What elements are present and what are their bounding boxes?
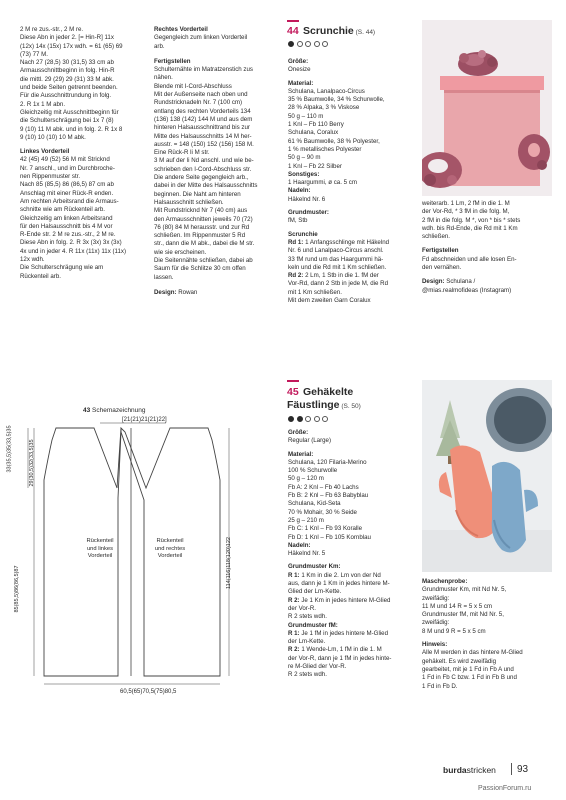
row-text: 1 Wende-Lm, 1 fM in die 1. M der Vor-R, dann je 1 fM in jedes hinte- re M-Glied der Vor-R. R 2 stets wdh. [288, 646, 392, 679]
section-heading: Nadeln: [288, 187, 311, 195]
col1-line: Diese Abn in folg. 2. R 3x (3x) 3x (3x) [20, 239, 122, 247]
note-value: Alle M werden in das hintere M-Glied gehäkelt. Es wird zweifädig gearbeitet, mit je 1 Fd in Fb A und 1 Fd in Fb C bzw. 1 Fd in Fb B und 1 Fd in Fb D. [422, 649, 523, 690]
page-number: 93 [517, 764, 529, 775]
title-text: Scrunchie [303, 25, 354, 37]
footer-divider [511, 763, 512, 775]
schema-number: 43 [83, 407, 91, 414]
size-value: Regular (Large) [288, 437, 332, 445]
scrunchie-photo [422, 20, 552, 196]
section-heading: Hinweis: [422, 641, 448, 649]
design-value: Rowan [176, 288, 198, 296]
col1-line: Die Schulterschrägung wie am [20, 264, 104, 272]
difficulty-dot [314, 41, 320, 47]
col4-paragraph: weiterarb. 1 Lm, 2 fM in die 1. M der Vor-Rd, * 3 fM in die folg. M, 2 fM in die folg. M *, von * bis * stets wdh. bis Rd-Ende, die Rd mit 1 Km schließen. [422, 200, 521, 241]
row-label: R 2: [288, 596, 300, 604]
brand-rest: stricken [466, 765, 496, 775]
col1-line: 9 (10) 10 (10) 10 M abk. [20, 133, 86, 141]
page-ref: (S. 44) [353, 29, 376, 36]
col2-paragraph: Schulternähte im Matratzenstich zus nähen. Blende mit I-Cord-Abschluss Mit der Außenseite nach oben und Rundstricknadeln Nr. 7 (100 cm) entlang des rechten Vorderteils 134 (136) 138 (142) 144 M und aus dem hinteren Halsausschnittrand bis zur Mitte des Halsausschnitts 14 M her- ausstr. = 148 (150) 152 (156) 158 M. Eine Rück-R li M str. 3 M auf der li Nd anschl. und wie be- schrieben den I-Cord-Abschluss str. Die andere Seite gegengleich arb., dabei in der Mitte des Halsausschnitts beginnen. Die Naht am hinteren Halsausschnitt schließen. Mit Rundstricknd Nr 7 (40 cm) aus den Armausschnitten jeweils 70 (72) 76 (80) 84 M herausstr. und zur Rd schließen. Im Rippenmuster 5 Rd str., dann die M abk., dabei die M str. wie sie erscheinen. Die Seitennähte schließen, dabei ab Saum für die Schlitze 30 cm offen lassen. [154, 66, 258, 281]
difficulty-dot [314, 416, 320, 422]
section-heading: Größe: [288, 429, 309, 436]
col1-line: Anschlag mit einer Rück-R enden. [20, 189, 114, 197]
gauge-value: Grundmuster Km, mit Nd Nr. 5, zweifädig: 11 M und 14 R = 5 x 5 cm Grundmuster fM, mit Nd Nr. 5, zweifädig: 8 M und 9 R = 5 x 5 cm [422, 586, 507, 635]
scrunchie-illustration [422, 20, 552, 196]
row-text: 1 Km in die 2. Lm von der Nd aus, dann je 1 Km in jedes hintere M- Glied der Lm-Kette. [288, 571, 390, 596]
dim-right-total: 114(116)118(120)122 [226, 537, 232, 589]
col1-line: die Schulterschrägung bei 1x 7 (8) [20, 117, 114, 125]
row-label: R 1: [288, 571, 300, 579]
dim-bottom: 60,5(65)70,5(75)80,5 [120, 689, 177, 695]
footer-brand [443, 765, 496, 775]
row-text: Je 1 fM in jedes hintere M-Glied der Lm-Kette. [288, 629, 389, 646]
accent-rule [287, 380, 299, 382]
project-title-2 [287, 399, 361, 413]
difficulty-dot-filled [288, 416, 294, 422]
col1-line: Rückenteil arb. [20, 272, 61, 280]
difficulty-dot [297, 41, 303, 47]
section-heading: Größe: [288, 58, 309, 65]
row-1 [288, 572, 420, 597]
piece-label-left: Rückenteil und linkes Vorderteil [86, 538, 114, 559]
dim-left-upper: 33(35,5)35(33,5)35 [6, 425, 13, 473]
col1-line: nen Rippenmuster str. [20, 173, 81, 181]
col1-line: 9 (10) 11 M abk. und in folg. 2. R 1x 8 [20, 125, 123, 133]
p44-col3 [288, 58, 420, 305]
pattern-value: fM, Stb [288, 217, 308, 225]
col1-line: Nach 85 (85,5) 86 (86,5) 87 cm ab [20, 181, 114, 189]
section-heading: Material: [288, 79, 314, 87]
col1-line: (73) 77 M. [20, 50, 48, 58]
needles-value: Häkelnd Nr. 6 [288, 195, 326, 203]
row-1 [288, 630, 420, 647]
col1-line: 42 (45) 49 (52) 56 M mit Stricknd [20, 156, 110, 164]
row-2 [288, 597, 420, 622]
difficulty-dot [322, 41, 328, 47]
round-label: Rd 1: [288, 238, 304, 246]
col1-line: Für die Ausschnittrundung in folg. [20, 92, 112, 100]
difficulty-dot [322, 416, 328, 422]
section-heading: Material: [288, 450, 314, 458]
col1-line: die mittl. 29 (29) 29 (31) 33 M abk. [20, 75, 114, 83]
difficulty-dot [305, 41, 311, 47]
col1-line: (12x) 14x (15x) 17x wdh. = 61 (65) 69 [20, 42, 123, 50]
piece-label-right: Rückenteil und rechtes Vorderteil [154, 538, 186, 559]
difficulty-dot-filled [297, 416, 303, 422]
col1-line: Am rechten Arbeitsrand die Armaus- [20, 197, 119, 205]
design-credit [154, 289, 279, 297]
material-value: Schulana, Lanalpaco-Circus 35 % Baumwolle, 34 % Schurwolle, 28 % Alpaka, 3 % Viskose 50 g – 110 m 1 Knl – Fb 110 Berry Schulana, Coralux 61 % Baumwolle, 38 % Polyester, 1 % metallisches Polyester 50 g – 90 m 1 Knl – Fb 22 Silber [288, 87, 385, 170]
section-heading: Grundmuster: [288, 209, 329, 217]
project-title [303, 25, 375, 39]
finishing-value: Fd abschneiden und alle losen En- den vernähen. [422, 255, 517, 272]
material-value: Schulana, 120 Filaria-Merino 100 % Schurwolle 50 g – 120 m Fb A: 2 Knl – Fb 40 Lachs Fb B: 2 Knl – Fb 63 Babyblau Schulana, Kid-Seta 70 % Mohair, 30 % Seide 25 g – 210 m Fb C: 1 Knl – Fb 93 Koralle Fb D: 1 Knl – Fb 105 Kornblau [288, 458, 371, 541]
row-2 [288, 646, 420, 679]
col1-line: Armausschnittbeginn in folg. Hin-R [20, 67, 115, 75]
round-text: 2 Lm, 1 Stb in die 1. fM der Vor-Rd, dann 2 Stb in jede M, die Rd mit 1 Km schließen. Mit dem zweiten Garn Coralux [288, 272, 389, 305]
size-value: Onesize [288, 66, 311, 74]
round-text: 1 Anfangsschlinge mit Häkelnd Nr. 6 und Lanalpaco-Circus anschl. 33 fM rund um das Haargummi hä- keln und die Rd mit 1 Km schließen. [288, 238, 390, 271]
col2-text [154, 26, 279, 297]
col1-line: R-Ende str. 2 M re zus.-str., 2 M re. [20, 231, 116, 239]
difficulty-dot [305, 416, 311, 422]
dim-top: [21(21)21(21)22] [122, 417, 167, 423]
design-value: Schulana / @mias.realmofideas (Instagram) [422, 278, 512, 294]
section-heading: Nadeln: [288, 541, 311, 549]
round-label: Rd 2: [288, 272, 304, 280]
section-heading: Fertigstellen [422, 247, 459, 255]
brand-bold: burda [443, 765, 467, 775]
dim-left-mid: 29(30,5)32(33,5)35 [29, 439, 35, 487]
project-title [303, 386, 353, 398]
row-label: R 2: [288, 646, 300, 654]
round-1 [288, 239, 420, 272]
title-text: Fäustlinge [287, 399, 340, 411]
col1-line: Nr. 7 anschl., und im Durchbroche- [20, 164, 115, 172]
col1-line: Gleichzeitig mit Ausschnittbeginn für [20, 108, 119, 116]
section-heading: Rechtes Vorderteil [154, 26, 208, 33]
p45-col3 [288, 429, 420, 680]
page-ref: (S. 50) [339, 403, 361, 410]
row-label: R 1: [288, 629, 300, 637]
schema-label: Schemazeichnung [90, 407, 146, 414]
vest-schematic [20, 418, 252, 700]
section-heading: Grundmuster Km: [288, 563, 341, 571]
col1-line: Gleichzeitig am linken Arbeitsrand [20, 214, 113, 222]
round-2 [288, 272, 420, 305]
misc-value: 1 Haargummi, ø ca. 5 cm [288, 179, 357, 187]
project-number: 44 [287, 25, 299, 37]
dim-left-total: 85(85,5)86(86,5)87 [14, 565, 20, 613]
row-text: Je 1 Km in jedes hintere M-Glied der Vor-R. R 2 stets wdh. [288, 596, 391, 621]
schema-caption [83, 407, 146, 414]
col1-line: Nach 27 (28,5) 30 (31,5) 33 cm ab [20, 59, 114, 67]
section-heading: Fertigstellen [154, 57, 191, 65]
design-label: Design: [154, 288, 177, 296]
col1-line: 12x wdh. [20, 256, 45, 264]
col1-text [20, 26, 140, 281]
accent-rule [287, 20, 299, 22]
col1-line: Diese Abn in jeder 2. [= Hin-R] 11x [20, 34, 114, 42]
col1-line: 2. R 1x 1 M abn. [20, 100, 66, 108]
col1-line: schnitte wie am Rückenteil arb. [20, 206, 105, 214]
difficulty-dot-filled [288, 41, 294, 47]
col2-paragraph: Gegengleich zum linken Vorderteil arb. [154, 34, 248, 50]
mittens-illustration [422, 380, 552, 572]
design-credit [422, 278, 552, 295]
needles-value: Häkelnd Nr. 5 [288, 550, 326, 558]
section-heading: Linkes Vorderteil [20, 148, 70, 156]
section-heading: Scrunchie [288, 230, 318, 238]
p44-col4 [422, 200, 552, 295]
section-heading: Sonstiges: [288, 170, 320, 178]
col1-line: 2 M re zus.-str., 2 M re. [20, 26, 84, 33]
p45-col4 [422, 578, 552, 691]
col1-line: und beide Seiten getrennt beenden. [20, 84, 118, 92]
mittens-photo [422, 380, 552, 572]
col1-line: für den Halsausschnitt bis 4 M vor [20, 222, 113, 230]
section-heading: Maschenprobe: [422, 578, 468, 585]
project-number: 45 [287, 386, 299, 398]
watermark: PassionForum.ru [478, 785, 532, 792]
difficulty-rating [288, 41, 328, 47]
col1-line: 4x und in jeder 4. R 11x (11x) 11x (11x) [20, 247, 127, 255]
title-text: Gehäkelte [303, 386, 354, 398]
section-heading: Grundmuster fM: [288, 621, 338, 629]
difficulty-rating [288, 416, 328, 422]
design-label: Design: [422, 278, 445, 286]
